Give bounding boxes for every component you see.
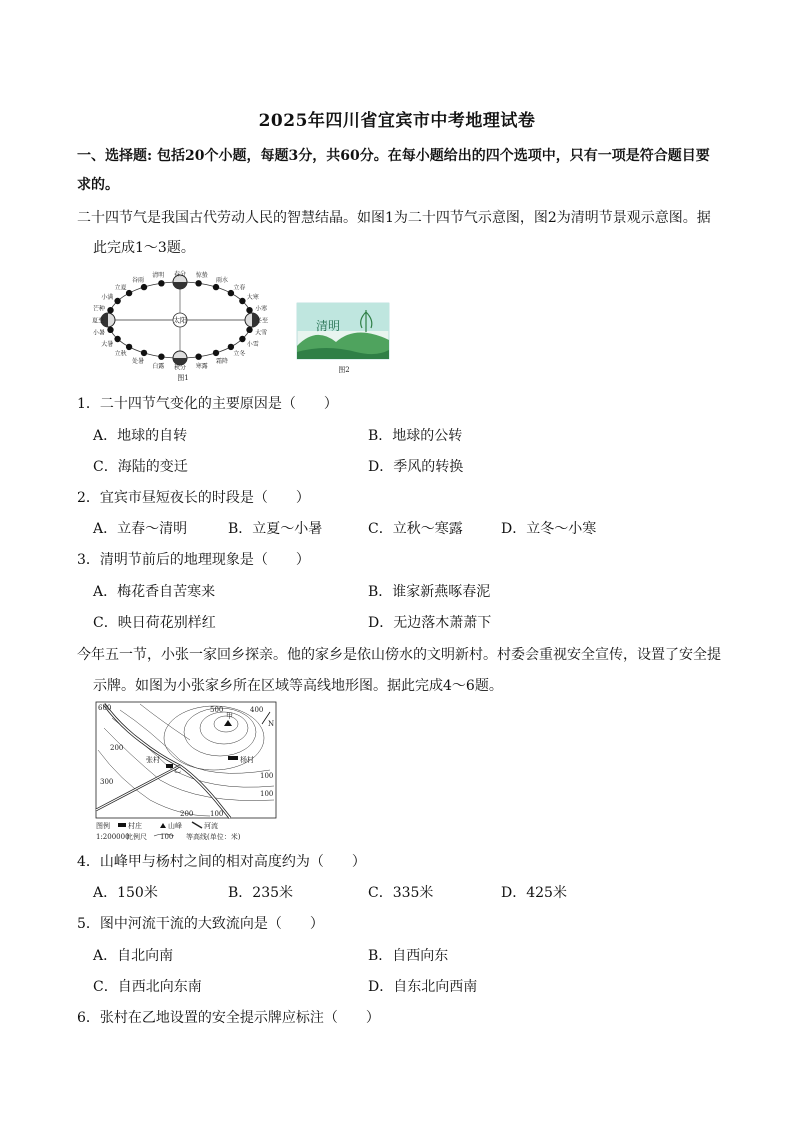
orbit-dot — [126, 344, 132, 350]
map-legend — [96, 821, 241, 841]
orbit-dot — [107, 327, 113, 333]
svg-text:100: 100 — [160, 833, 174, 841]
svg-text:100: 100 — [210, 810, 224, 818]
intro2-line1: 今年五一节，小张一家回乡探亲。他的家乡是依山傍水的文明新村。村委会重视安全宣传，设置了安全提 — [77, 647, 721, 663]
svg-text:乙: 乙 — [174, 766, 181, 774]
solar-term-label: 清明 — [152, 272, 165, 280]
svg-text:100: 100 — [260, 772, 274, 780]
solar-term-label: 夏至 — [91, 317, 105, 325]
orbit-dot — [141, 350, 147, 356]
q4-option-d[interactable]: D．425米 — [501, 885, 567, 901]
qingming-scene-image — [296, 302, 392, 374]
solar-term-label: 立冬 — [233, 350, 246, 358]
q5-option-d[interactable]: D．自东北向西南 — [368, 979, 478, 995]
orbit-dot — [107, 307, 113, 313]
section-header-line1: 一、选择题: 包括20个小题，每题3分，共60分。在每小题给出的四个选项中，只有一项是符合题目要 — [77, 148, 710, 164]
q2-option-b[interactable]: B．立夏～小暑 — [228, 521, 323, 537]
orbit-dot — [213, 350, 219, 356]
orbit-dot — [195, 354, 201, 360]
orbit-dot — [114, 336, 120, 342]
orbit-dot — [114, 298, 120, 304]
solar-term-label: 小雪 — [246, 341, 259, 348]
intro1-line1: 二十四节气是我国古代劳动人民的智慧结晶。如图1为二十四节气示意图，图2为清明节景观示意图。据 — [77, 210, 711, 226]
figure-2-caption: 图2 — [338, 366, 350, 374]
figure-1-caption: 图1 — [177, 374, 189, 382]
qingming-banner: 清明 — [316, 319, 341, 333]
q3-option-d[interactable]: D．无边落木萧萧下 — [368, 615, 492, 631]
svg-text:400: 400 — [250, 706, 264, 714]
q3-option-b[interactable]: B．谁家新燕啄春泥 — [368, 584, 491, 600]
q4-option-b[interactable]: B．235米 — [228, 885, 294, 901]
svg-text:张村: 张村 — [146, 756, 160, 764]
solar-term-label: 大寒 — [246, 294, 259, 301]
q1-option-c[interactable]: C．海陆的变迁 — [93, 459, 188, 475]
orbit-dot — [195, 280, 201, 286]
question-2-stem: 2．宜宾市昼短夜长的时段是（ ） — [77, 490, 310, 506]
earth-autumn-equinox-icon — [173, 351, 187, 365]
svg-text:100: 100 — [260, 790, 274, 798]
solar-term-label: 寒露 — [195, 362, 208, 370]
svg-text:200: 200 — [110, 744, 124, 752]
solar-term-label: 小满 — [101, 294, 114, 301]
solar-term-label: 雨水 — [215, 276, 229, 284]
q3-option-c[interactable]: C．映日荷花别样红 — [93, 615, 216, 631]
figure-topographic-map — [90, 700, 282, 842]
orbit-dot — [239, 298, 245, 304]
solar-term-label: 谷雨 — [131, 276, 145, 284]
q5-option-a[interactable]: A．自北向南 — [93, 948, 174, 964]
sun-icon — [173, 313, 187, 327]
svg-text:300: 300 — [100, 778, 114, 786]
solar-term-label: 大暑 — [101, 341, 114, 348]
figure-1-solar-terms — [90, 268, 270, 384]
q5-option-b[interactable]: B．自西向东 — [368, 948, 449, 964]
question-3-stem: 3．清明节前后的地理现象是（ ） — [77, 552, 310, 568]
solar-term-label: 立秋 — [114, 350, 127, 358]
solar-terms-diagram — [90, 268, 270, 384]
q4-option-a[interactable]: A．150米 — [93, 885, 158, 901]
svg-text:河流: 河流 — [204, 822, 218, 830]
question-5-stem: 5．图中河流干流的大致流向是（ ） — [77, 916, 324, 932]
svg-text:500: 500 — [210, 706, 224, 714]
svg-text:等高线(单位：米): 等高线(单位：米) — [186, 833, 241, 841]
svg-text:甲: 甲 — [226, 712, 233, 720]
intro2-line2: 示牌。如图为小张家乡所在区域等高线地形图。据此完成4～6题。 — [93, 678, 503, 694]
orbit-dot — [141, 284, 147, 290]
solar-term-label: 立春 — [233, 284, 246, 292]
svg-text:比例尺: 比例尺 — [126, 833, 147, 841]
svg-text:杨村: 杨村 — [240, 756, 254, 764]
svg-text:1:200000: 1:200000 — [96, 833, 130, 841]
orbit-dot — [126, 290, 132, 296]
svg-text:山峰: 山峰 — [168, 822, 182, 830]
solar-term-label: 春分 — [173, 271, 187, 278]
question-6-stem: 6．张村在乙地设置的安全提示牌应标注（ ） — [77, 1010, 380, 1026]
svg-text:太阳: 太阳 — [173, 316, 187, 325]
solar-term-label: 惊蛰 — [195, 272, 208, 280]
q4-option-c[interactable]: C．335米 — [368, 885, 434, 901]
solar-term-label: 小暑 — [92, 329, 105, 337]
svg-text:N: N — [268, 720, 275, 728]
solar-term-label: 处暑 — [131, 358, 145, 366]
q2-option-d[interactable]: D．立冬～小寒 — [501, 521, 597, 537]
q1-option-a[interactable]: A．地球的自转 — [93, 428, 188, 444]
section-header-line2: 求的。 — [77, 177, 119, 193]
solar-term-label: 立夏 — [114, 284, 127, 292]
orbit-dot — [158, 280, 164, 286]
page-title: 2025年四川省宜宾市中考地理试卷 — [258, 111, 536, 131]
solar-term-label: 冬至 — [255, 317, 269, 325]
svg-text:村庄: 村庄 — [128, 822, 142, 830]
q1-option-b[interactable]: B．地球的公转 — [368, 428, 463, 444]
solar-term-label: 小寒 — [255, 305, 268, 313]
solar-term-label: 白露 — [152, 362, 165, 370]
q3-option-a[interactable]: A．梅花香自苦寒来 — [93, 584, 216, 600]
svg-text:600: 600 — [98, 704, 112, 712]
orbit-dot — [246, 327, 252, 333]
intro1-line2: 此完成1～3题。 — [93, 240, 195, 256]
svg-text:图例: 图例 — [96, 822, 110, 830]
solar-term-label: 芒种 — [92, 305, 105, 313]
svg-text:200: 200 — [180, 810, 194, 818]
solar-term-label: 大雪 — [255, 329, 268, 337]
q1-option-d[interactable]: D．季风的转换 — [368, 459, 464, 475]
q5-option-c[interactable]: C．自西北向东南 — [93, 979, 202, 995]
solar-term-label: 霜降 — [215, 358, 229, 366]
solar-term-label: 秋分 — [173, 364, 187, 372]
orbit-dot — [228, 344, 234, 350]
contour-map — [90, 700, 282, 842]
orbit-dot — [246, 307, 252, 313]
question-4-stem: 4．山峰甲与杨村之间的相对高度约为（ ） — [77, 854, 366, 870]
orbit-dot — [239, 336, 245, 342]
q2-option-c[interactable]: C．立秋～寒露 — [368, 521, 463, 537]
figure-2-qingming — [296, 302, 392, 374]
orbit-dot — [158, 354, 164, 360]
q2-option-a[interactable]: A．立春～清明 — [93, 521, 188, 537]
question-1-stem: 1．二十四节气变化的主要原因是（ ） — [77, 396, 338, 412]
orbit-dot — [213, 284, 219, 290]
